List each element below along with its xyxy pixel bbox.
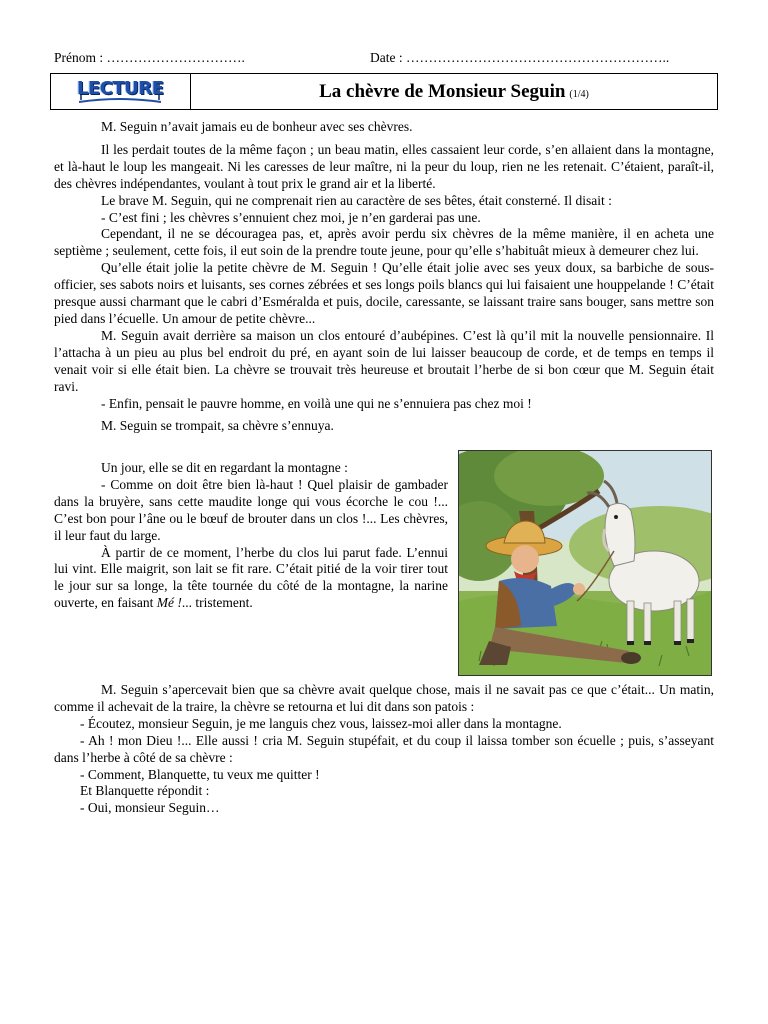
text-run: À partir de ce moment, l’herbe du clos lui parut fade. L’ennui lui vint. Elle maigrit, son lait se fit rare. C’était pitié de la voir tirer tout le jour sur sa longe, la tête tournée du côté de la montagne, la narine ouverte, en faisant bbox=[54, 544, 448, 611]
title-banner bbox=[50, 73, 718, 110]
lecture-logo bbox=[77, 78, 163, 104]
title-text: La chèvre de Monsieur Seguin bbox=[319, 80, 566, 102]
paragraph: M. Seguin s’apercevait bien que sa chèvre avait quelque chose, mais il ne savait pas ce que c’était... Un matin, comme il achevait de la traire, la chèvre se retourna et lui dit dans son patois : bbox=[54, 682, 714, 714]
paragraph: - Comment, Blanquette, tu veux me quitter ! bbox=[80, 766, 320, 782]
paragraph: M. Seguin se trompait, sa chèvre s’ennuya. bbox=[101, 418, 334, 434]
prenom-field: Prénom : …………………………. bbox=[54, 50, 245, 65]
paragraph bbox=[54, 545, 448, 613]
story-block-1 bbox=[54, 119, 714, 435]
paragraph: - Comme on doit être bien là-haut ! Quel plaisir de gambader dans la bruyère, sans cette maudite longe qui vous écorche le cou !... C’est bon pour l’âne ou le bœuf de brouter dans un clos !... Les chèvres, il leur faut du large. bbox=[54, 476, 448, 543]
paragraph: Un jour, elle se dit en regardant la montagne : bbox=[101, 460, 348, 475]
paragraph: - C’est fini ; les chèvres s’ennuient chez moi, je n’en garderai pas une. bbox=[101, 209, 481, 225]
paragraph: Cependant, il ne se découragea pas, et, après avoir perdu six chèvres de la même manière, il en acheta une septième ; seulement, cette fois, il eut soin de la prendre toute jeune, pour qu’elle s’habituât mieux à demeurer chez lui. bbox=[54, 226, 714, 259]
goat-sound: Mé ! bbox=[156, 595, 182, 611]
paragraph: M. Seguin n’avait jamais eu de bonheur avec ses chèvres. bbox=[101, 119, 413, 134]
page-title bbox=[319, 81, 589, 103]
logo-text: LECTURE bbox=[77, 78, 164, 99]
paragraph: Le brave M. Seguin, qui ne comprenait rien au caractère de ses bêtes, était consterné. Il disait : bbox=[101, 192, 612, 208]
story-block-3 bbox=[54, 682, 714, 817]
paragraph: Et Blanquette répondit : bbox=[80, 783, 210, 799]
date-field: Date : ………………………………………………….. bbox=[370, 50, 670, 65]
paragraph: Il les perdait toutes de la même façon ; un beau matin, elles cassaient leur corde, s’en allaient dans la montagne, et là-haut le loup les mangeait. Ni les caresses de leur maître, ni la peur du loup, rien ne les retenait. C’étaient, paraît-il, des chèvres indépendantes, voulant à tout prix le grand air et la liberté. bbox=[54, 141, 714, 191]
title-cell bbox=[191, 74, 717, 109]
man-and-goat-illustration-icon bbox=[459, 451, 711, 675]
paragraph: - Oui, monsieur Seguin… bbox=[80, 800, 220, 816]
logo-cell bbox=[51, 74, 191, 109]
title-part: (1/4) bbox=[569, 88, 589, 100]
paragraph: - Enfin, pensait le pauvre homme, en voilà une qui ne s’ennuiera pas chez moi ! bbox=[101, 395, 532, 411]
paragraph: Qu’elle était jolie la petite chèvre de M. Seguin ! Qu’elle était jolie avec ses yeux doux, sa barbiche de sous-officier, ses sabots noirs et luisants, ses cornes zébrées et ses longs poils blancs qui lui faisaient une houppelande ! C’était presque aussi charmant que le cabri d’Esméralda et puis, docile, caressante, se laissant traire sans bouger, sans mettre son pied dans l’écuelle. Un amour de petite chèvre... bbox=[54, 260, 714, 326]
paragraph: M. Seguin avait derrière sa maison un clos entouré d’aubépines. C’est là qu’il mit la nouvelle pensionnaire. Il l’attacha à un pieu au plus bel endroit du pré, en ayant soin de lui laisser beaucoup de corde, et de temps en temps il venait voir si elle était bien. La chèvre se trouvait très heureuse et broutait l’herbe de si bon cœur que M. Seguin était ravi. bbox=[54, 327, 714, 394]
text-run: ... tristement. bbox=[181, 595, 253, 611]
paragraph: - Écoutez, monsieur Seguin, je me languis chez vous, laissez-moi aller dans la montagne. bbox=[80, 715, 562, 731]
story-block-2 bbox=[54, 460, 448, 612]
paragraph: - Ah ! mon Dieu !... Elle aussi ! cria M. Seguin stupéfait, et du coup il laissa tomber son écuelle ; puis, s’asseyant dans l’herbe à côté de sa chèvre : bbox=[54, 732, 714, 765]
story-illustration bbox=[458, 450, 712, 676]
